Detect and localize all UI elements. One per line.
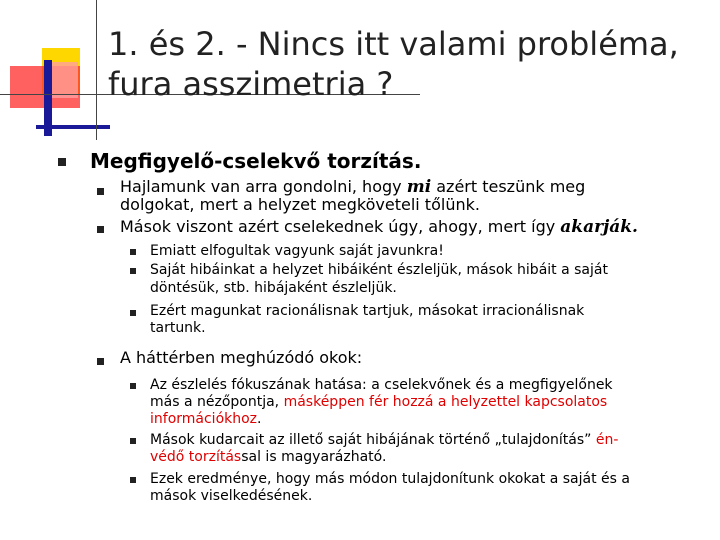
- sub-bullet-2-line2: döntésük, stb. hibájaként észleljük.: [150, 280, 397, 296]
- bullet-icon: [97, 188, 104, 195]
- bullet-icon: [130, 383, 136, 389]
- sub-bullet-4-line2: más a nézőpontja, másképpen fér hozzá a helyzettel kapcsolatos: [150, 394, 608, 410]
- bullet-icon: [130, 310, 136, 316]
- sub-bullet-6-line2: mások viselkedésének.: [150, 488, 313, 504]
- sub-bullet-1: Emiatt elfogultak vagyunk saját javunkra!: [150, 243, 444, 259]
- bullet-b3-text: A háttérben meghúzódó okok:: [120, 348, 363, 367]
- bullet-b1-line1: Hajlamunk van arra gondolni, hogy mi azért teszünk meg: [120, 177, 586, 197]
- slide-title: [108, 24, 698, 104]
- decor-pink-square: [52, 62, 78, 98]
- title-line-1: 1. és 2. - Nincs itt valami probléma,: [108, 25, 679, 63]
- decor-blue-horizontal-bar: [36, 125, 110, 129]
- sub-bullet-4-line3: információkhoz.: [150, 411, 262, 427]
- sub-bullet-5-line2: védő torzítással is magyarázható.: [150, 449, 387, 465]
- bullet-b1-line2: dolgokat, mert a helyzet megköveteli tőlünk.: [120, 195, 480, 214]
- decor-vertical-line: [96, 0, 97, 140]
- sub-bullet-3-line2: tartunk.: [150, 320, 206, 336]
- bullet-icon: [130, 268, 136, 274]
- bullet-icon: [130, 477, 136, 483]
- bullet-icon: [97, 358, 104, 365]
- bullet-icon: [97, 226, 104, 233]
- bullet-icon: [130, 438, 136, 444]
- sub-bullet-6-line1: Ezek eredménye, hogy más módon tulajdonítunk okokat a saját és a: [150, 471, 630, 487]
- sub-bullet-5-line1: Mások kudarcait az illető saját hibájának történő „tulajdonítás” én-: [150, 432, 619, 448]
- bullet-icon: [130, 249, 136, 255]
- bullet-icon: [58, 158, 66, 166]
- sub-bullet-3-line1: Ezért magunkat racionálisnak tartjuk, másokat irracionálisnak: [150, 303, 585, 319]
- title-line-2: fura asszimetria ?: [108, 65, 394, 103]
- bullet-b2-text: Mások viszont azért cselekednek úgy, ahogy, mert így akarják.: [120, 217, 638, 237]
- sub-bullet-2-line1: Saját hibáinkat a helyzet hibáiként észleljük, mások hibáit a saját: [150, 262, 608, 278]
- main-bullet-text: Megfigyelő-cselekvő torzítás.: [90, 149, 422, 173]
- sub-bullet-4-line1: Az észlelés fókuszának hatása: a cselekvőnek és a megfigyelőnek: [150, 377, 613, 393]
